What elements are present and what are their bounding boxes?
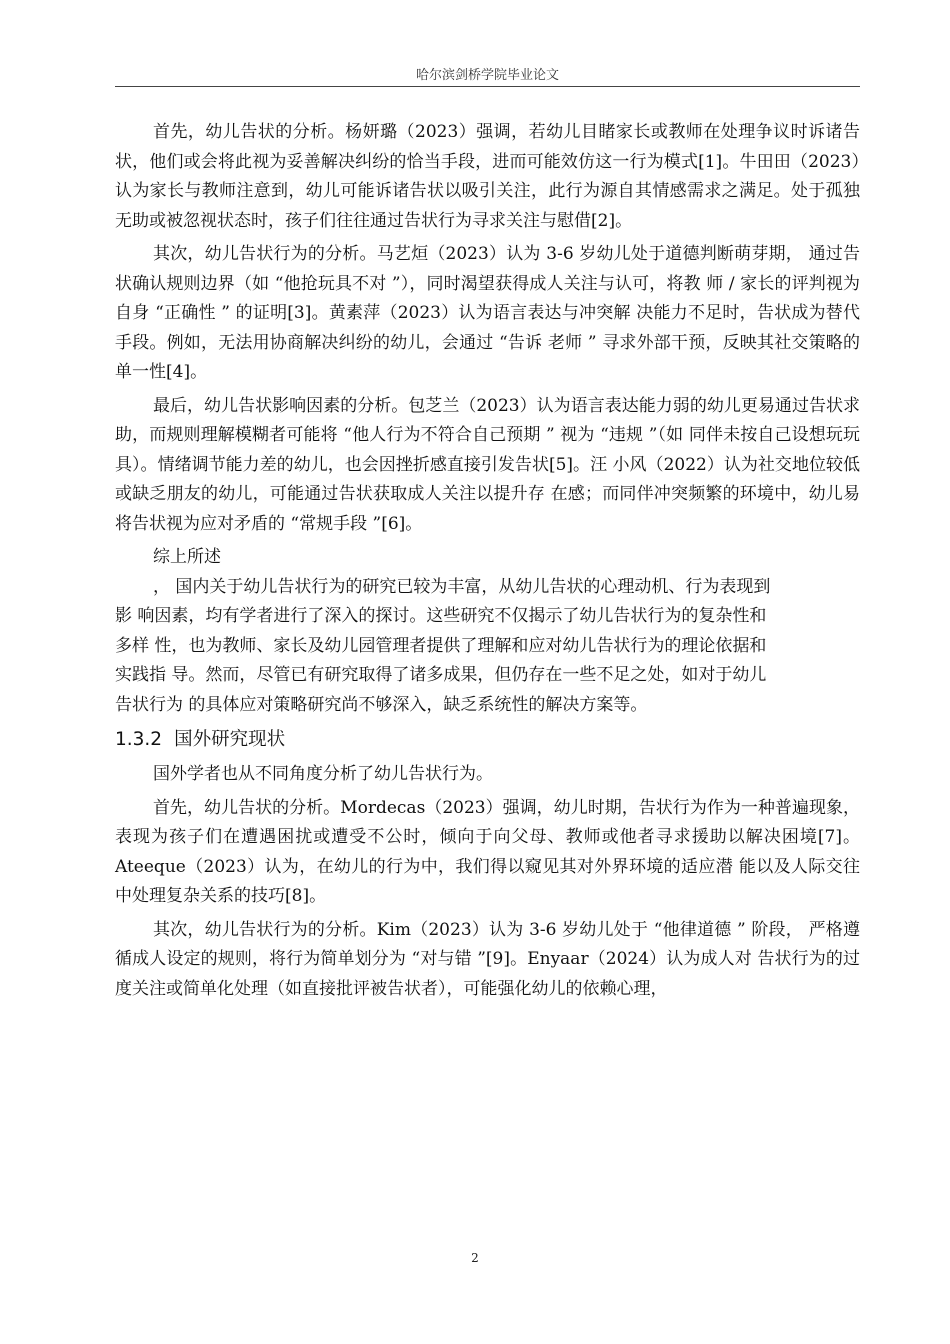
- page-number: 2: [471, 1251, 479, 1265]
- section-title: 国外研究现状: [174, 729, 286, 750]
- foreign-intro: 国外学者也从不同角度分析了幼儿告状行为。: [153, 764, 493, 784]
- summary-line: 实践指 导。然而，尽管已有研究取得了诸多成果，但仍存在一些不足之处，如对于幼儿: [115, 665, 767, 685]
- document-body: [115, 118, 860, 1008]
- paragraph-foreign-1: 首先，幼儿告状的分析。Mordecas（2023）强调，幼儿时期，告状行为作为一种普遍现象，表现为孩子们在遭遇困扰或遭受不公时，倾向于向父母、教师或他者寻求援助以解决困境[7]。Ateeque（2023）认为，在幼儿的行为中，我们得以窥见其对外界环境的适应潜 能以及人际交往中处理复杂关系的技巧[8]。: [115, 797, 860, 906]
- header-rule: [115, 86, 860, 87]
- paragraph-domestic-2: 其次，幼儿告状行为的分析。马艺烜（2023）认为 3-6 岁幼儿处于道德判断萌芽期， 通过告状确认规则边界（如 “他抢玩具不对 ”），同时渴望获得成人关注与认可，将教 师 / 家长的评判视为自身 “正确性 ” 的证明[3]。黄素萍（2023）认为语言表达与冲突解 决能力不足时，告状成为替代手段。例如，无法用协商解决纠纷的幼儿，会通过 “告诉 老师 ” 寻求外部干预，反映其社交策略的单一性[4]。: [115, 244, 860, 382]
- summary-line: 影 响因素，均有学者进行了深入的探讨。这些研究不仅揭示了幼儿告状行为的复杂性和: [115, 606, 767, 626]
- summary-line: 多样 性，也为教师、家长及幼儿园管理者提供了理解和应对幼儿告状行为的理论依据和: [115, 635, 767, 656]
- summary-line: 告状行为 的具体应对策略研究尚不够深入，缺乏系统性的解决方案等。: [115, 694, 648, 715]
- section-number: 1.3.2: [115, 729, 163, 750]
- section-heading: [115, 724, 860, 756]
- summary-line: ， 国内关于幼儿告状行为的研究已较为丰富，从幼儿告状的心理动机、行为表现到: [153, 576, 771, 597]
- paragraph-foreign-2: 其次，幼儿告状行为的分析。Kim（2023）认为 3-6 岁幼儿处于 “他律道德 ” 阶段， 严格遵循成人设定的规则，将行为简单划分为 “对与错 ”[9]。Enyaar（2024）认为成人对 告状行为的过度关注或简单化处理（如直接批评被告状者），可能强化幼儿的依赖心理，: [115, 919, 860, 999]
- page-header: 哈尔滨剑桥学院毕业论文: [415, 68, 559, 83]
- paragraph-domestic-3: 最后，幼儿告状影响因素的分析。包芝兰（2023）认为语言表达能力弱的幼儿更易通过告状求助，而规则理解模糊者可能将 “他人行为不符合自己预期 ” 视为 “违规 ”（如 同伴未按自己设想玩玩具）。情绪调节能力差的幼儿，也会因挫折感直接引发告状[5]。汪 小风（2022）认为社交地位较低或缺乏朋友的幼儿，可能通过告状获取成人关注以提升存 在感；而同伴冲突频繁的环境中，幼儿易将告状视为应对矛盾的 “常规手段 ”[6]。: [115, 395, 860, 534]
- summary-paragraph: [115, 573, 860, 721]
- summary-intro: 综上所述: [153, 547, 221, 567]
- paragraph-domestic-1: 首先，幼儿告状的分析。杨妍璐（2023）强调，若幼儿目睹家长或教师在处理争议时诉诸告状，他们或会将此视为妥善解决纠纷的恰当手段，进而可能效仿这一行为模式[1]。牛田田（2023）认为家长与教师注意到，幼儿可能诉诸告状以吸引关注，此行为源自其情感需求之满足。处于孤独无助或被忽视状态时，孩子们往往通过告状行为寻求关注与慰借[2]。: [115, 122, 860, 231]
